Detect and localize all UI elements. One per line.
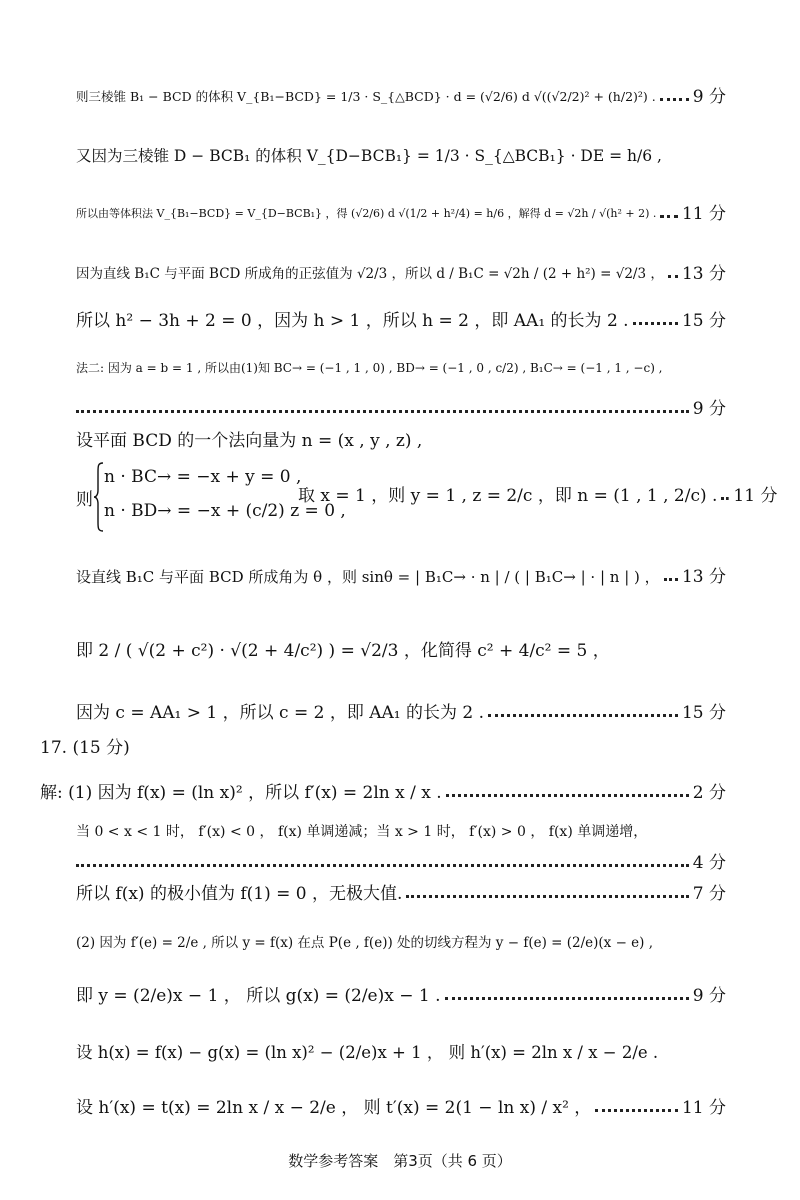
- solution-line: [76, 86, 726, 108]
- solution-line: [76, 640, 726, 662]
- line-text: 所以由等体积法 V_{B₁−BCD} = V_{D−BCB₁} ，得 (√2/6) d √(1/2 + h²/4) = h/6 ，解得 d = √2h / √(h² + 2) .: [76, 207, 657, 220]
- solution-line: [76, 1097, 726, 1119]
- solution-line: [76, 821, 726, 843]
- line-text: 又因为三棱锥 D − BCB₁ 的体积 V_{D−BCB₁} = 1/3 · S_{△BCB₁} · DE = h/6 ,: [76, 147, 662, 165]
- solution-line: [76, 883, 726, 905]
- solution-line: [76, 145, 726, 167]
- score-label: 2 分: [692, 783, 726, 803]
- dot-leader: [445, 997, 689, 1000]
- left-brace-icon: [94, 462, 104, 532]
- line-text: 即 y = (2/e)x − 1 ， 所以 g(x) = (2/e)x − 1 .: [76, 986, 441, 1006]
- line-text: 即 2 / ( √(2 + c²) · √(2 + 4/c²) ) = √2/3 ，化简得 c² + 4/c² = 5 ，: [76, 641, 610, 661]
- question-heading: 17. (15 分): [40, 738, 130, 758]
- solution-line: [76, 203, 726, 225]
- solution-line: [76, 310, 726, 332]
- score-label: 4 分: [692, 853, 726, 873]
- solution-line: [40, 782, 726, 804]
- score-label: 9 分: [692, 399, 726, 419]
- line-text: 因为 c = AA₁ > 1 ，所以 c = 2 ，即 AA₁ 的长为 2 .: [76, 703, 485, 723]
- line-text: 设直线 B₁C 与平面 BCD 所成角为 θ ，则 sinθ = | B₁C→ · n | / ( | B₁C→ | · | n | ) ，: [76, 568, 660, 586]
- solution-line: [76, 430, 726, 452]
- score-label: 15 分: [681, 703, 726, 723]
- score-label: 9 分: [692, 986, 726, 1006]
- page-footer: 数学参考答案 第3页（共 6 页）: [288, 1152, 512, 1170]
- line-text: 设平面 BCD 的一个法向量为 n = (x , y , z) ,: [76, 431, 423, 451]
- score-label: 11 分: [681, 204, 726, 224]
- solution-line: [76, 398, 726, 420]
- solution-line: [76, 566, 726, 588]
- score-label: 11 分: [681, 1098, 726, 1118]
- line-text: 所以 h² − 3h + 2 = 0 ，因为 h > 1 ，所以 h = 2 ，即 AA₁ 的长为 2 .: [76, 311, 629, 331]
- line-text: 设 h(x) = f(x) − g(x) = (ln x)² − (2/e)x + 1 ， 则 h′(x) = 2ln x / x − 2/e .: [76, 1043, 659, 1062]
- dot-leader: [660, 215, 678, 218]
- solution-line: [76, 985, 726, 1007]
- dot-leader: [76, 410, 689, 413]
- score-label: 11 分: [733, 486, 778, 506]
- dot-leader: [721, 497, 729, 500]
- dot-leader: [633, 322, 678, 325]
- line-text: (2) 因为 f′(e) = 2/e , 所以 y = f(x) 在点 P(e , f(e)) 处的切线方程为 y − f(e) = (2/e)(x − e) ,: [76, 935, 654, 951]
- dot-leader: [406, 895, 688, 898]
- score-label: 9 分: [692, 87, 726, 107]
- solution-line: [76, 263, 726, 285]
- solution-line: [76, 1042, 726, 1064]
- system-tail: 取 x = 1 ，则 y = 1 , z = 2/c ，即 n = (1 , 1 , 2/c) .: [298, 486, 718, 506]
- solution-line: [76, 357, 726, 379]
- equation-system: [76, 460, 778, 536]
- score-label: 13 分: [681, 264, 726, 284]
- dot-leader: [660, 98, 689, 101]
- solution-line: [76, 932, 726, 954]
- dot-leader: [668, 275, 678, 278]
- solution-line: [76, 852, 726, 874]
- system-prefix: 则: [76, 490, 93, 510]
- line-text: 法二: 因为 a = b = 1 , 所以由(1)知 BC→ = (−1 , 1 , 0) , BD→ = (−1 , 0 , c/2) , B₁C→ = (−1 , 1 , −c) ,: [76, 361, 663, 375]
- system-row: n · BD→ = −x + (c/2) z = 0 ,: [104, 501, 346, 521]
- dot-leader: [488, 714, 678, 717]
- dot-leader: [446, 794, 689, 797]
- dot-leader: [664, 578, 678, 581]
- line-text: 设 h′(x) = t(x) = 2ln x / x − 2/e ， 则 t′(x) = 2(1 − ln x) / x² ，: [76, 1098, 592, 1118]
- dot-leader: [595, 1109, 678, 1112]
- line-text: 所以 f(x) 的极小值为 f(1) = 0 ，无极大值.: [76, 884, 403, 904]
- score-label: 15 分: [681, 311, 726, 331]
- line-text: 则三棱锥 B₁ − BCD 的体积 V_{B₁−BCD} = 1/3 · S_{△BCD} · d = (√2/6) d √((√2/2)² + (h/2)²) .: [76, 89, 656, 104]
- score-label: 13 分: [681, 567, 726, 587]
- score-label: 7 分: [692, 884, 726, 904]
- solution-line: [76, 702, 726, 724]
- dot-leader: [76, 864, 689, 867]
- line-text: 解: (1) 因为 f(x) = (ln x)² ，所以 f′(x) = 2ln x / x .: [40, 783, 442, 803]
- system-tail-row: [298, 485, 778, 507]
- line-text: 当 0 < x < 1 时， f′(x) < 0 ， f(x) 单调递减；当 x > 1 时， f′(x) > 0 ， f(x) 单调递增，: [76, 824, 648, 840]
- line-text: 因为直线 B₁C 与平面 BCD 所成角的正弦值为 √2/3 ，所以 d / B₁C = √2h / (2 + h²) = √2/3 ，: [76, 266, 664, 282]
- system-row: n · BC→ = −x + y = 0 ,: [104, 467, 302, 487]
